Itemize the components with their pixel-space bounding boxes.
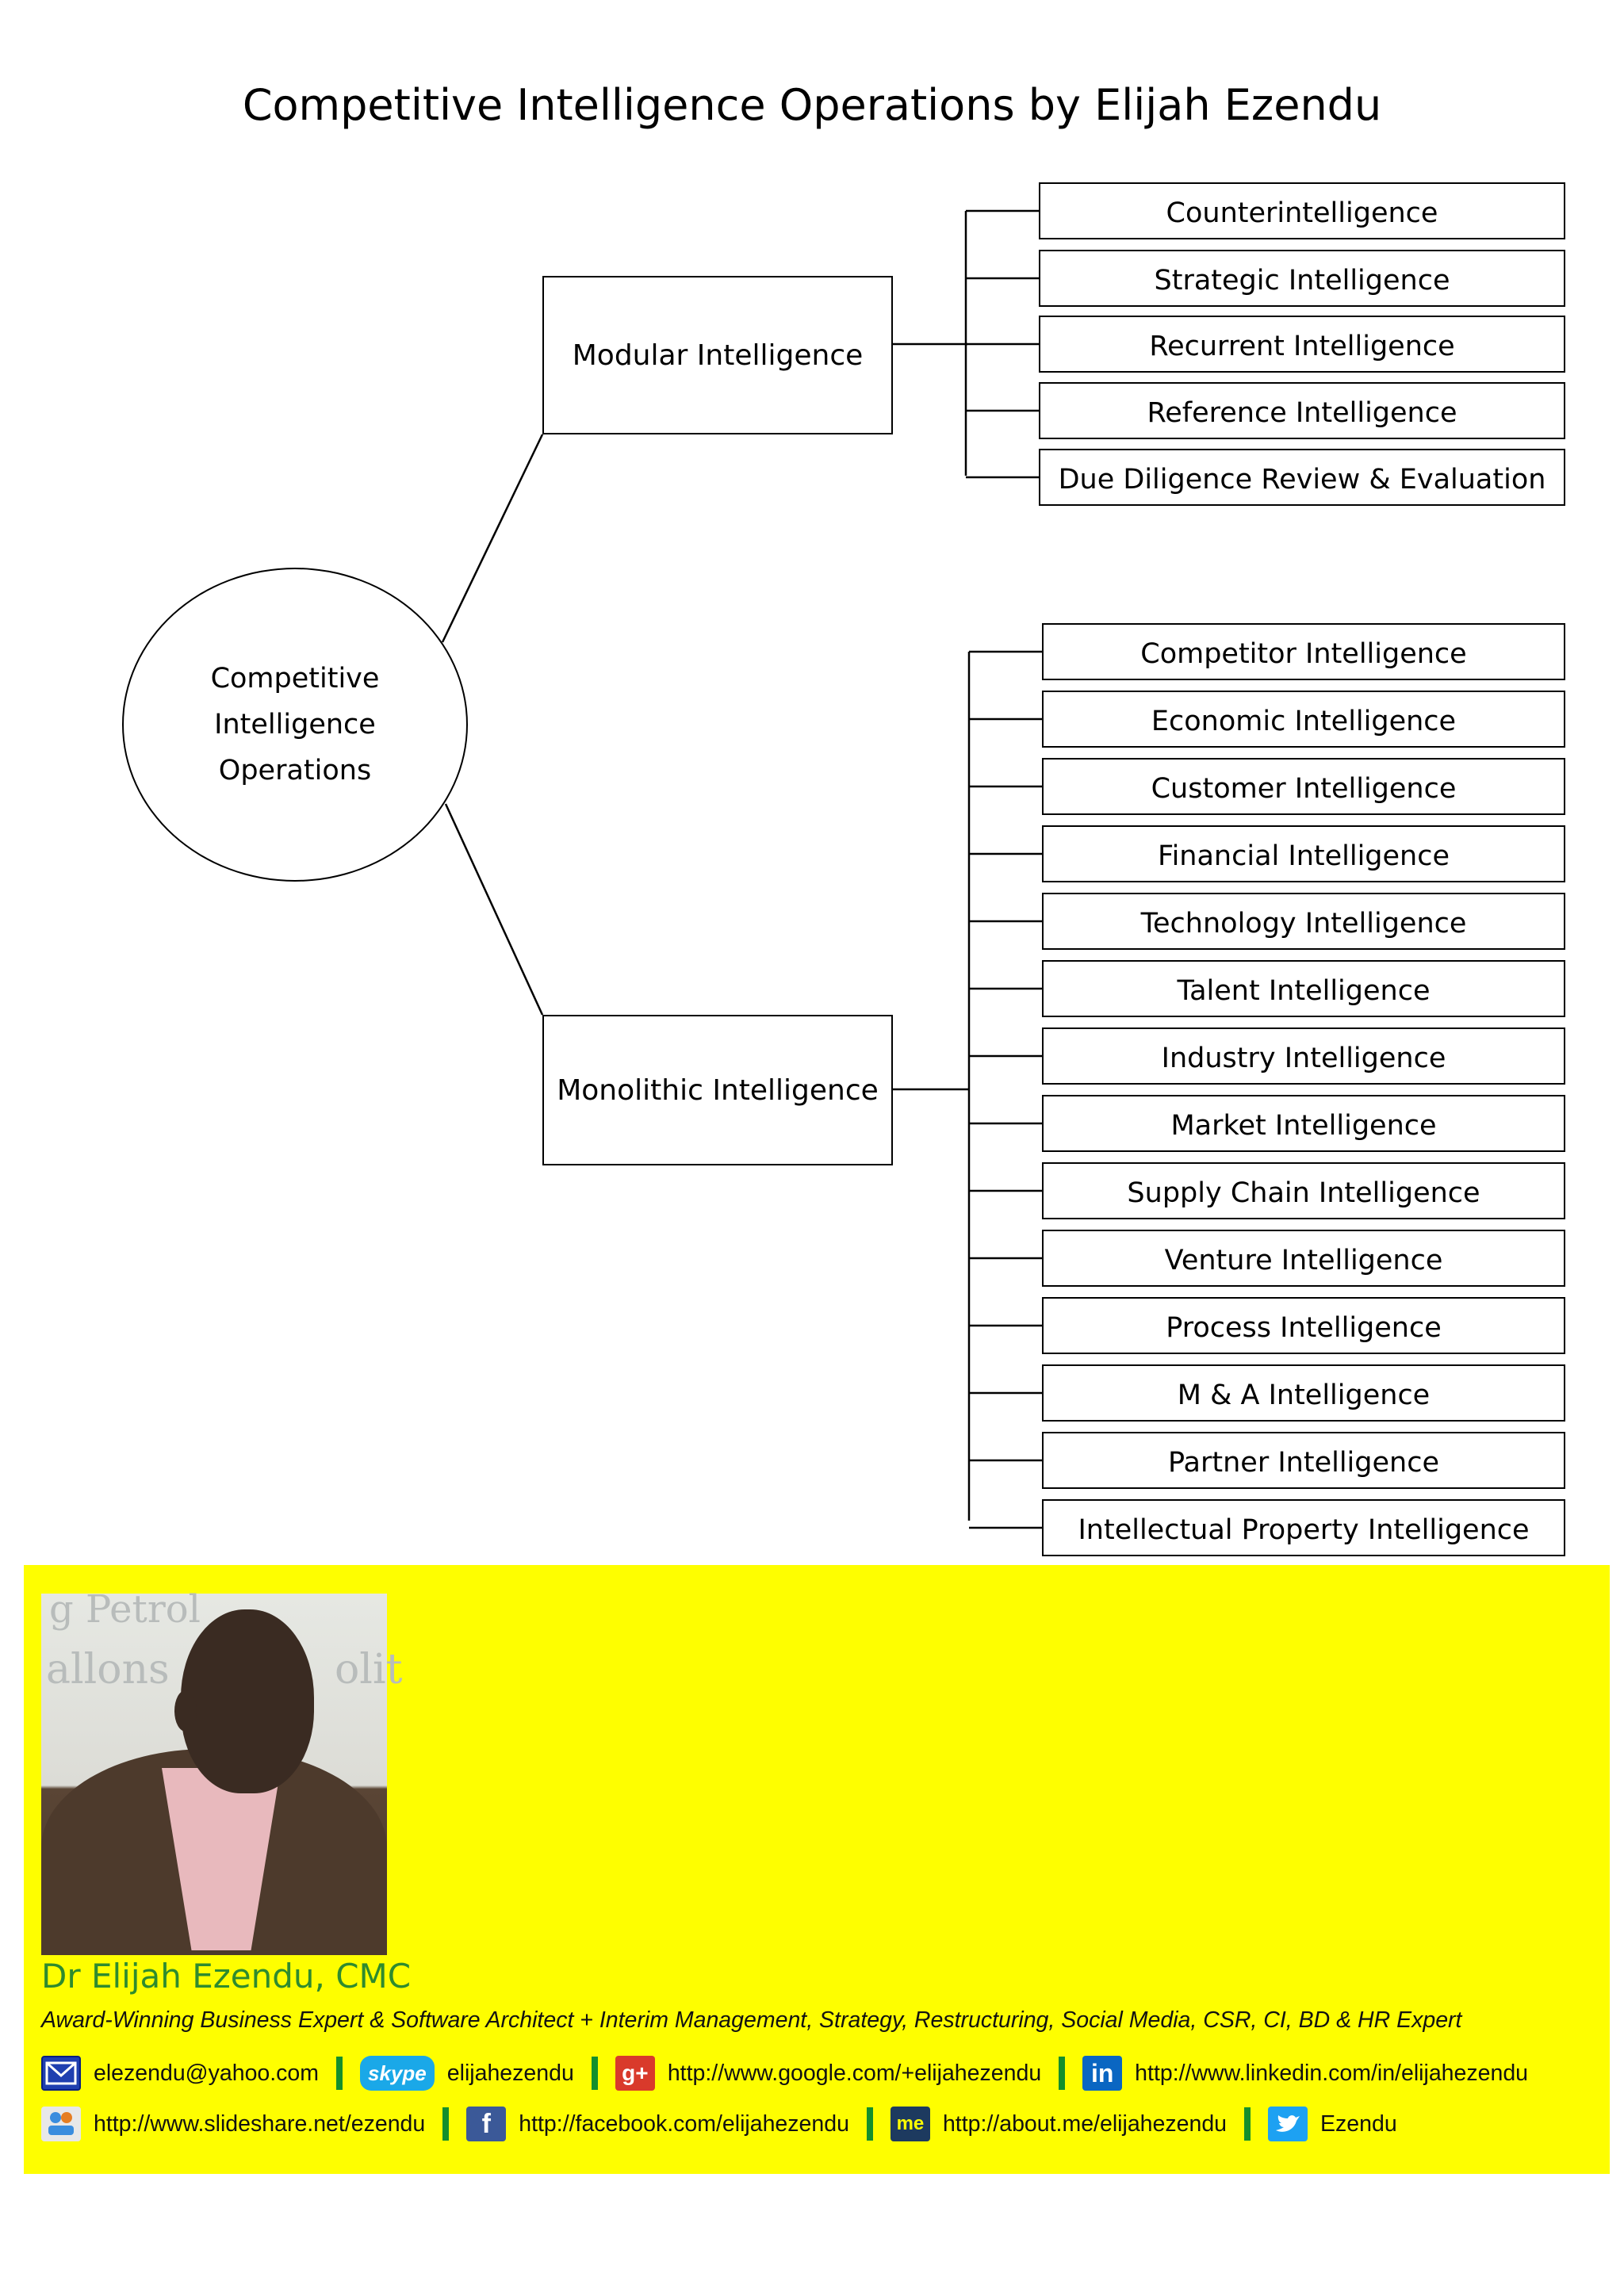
photo-bg-text-1: g Petrol bbox=[49, 1587, 201, 1632]
connector-root-monolithic bbox=[446, 804, 542, 1015]
photo-head bbox=[181, 1609, 314, 1793]
google-plus-icon: g+ bbox=[615, 2056, 655, 2091]
photo-ear bbox=[174, 1690, 197, 1732]
facebook-icon: f bbox=[466, 2107, 506, 2141]
separator bbox=[592, 2057, 598, 2090]
modular-leaf-due-diligence: Due Diligence Review & Evaluation bbox=[1039, 449, 1565, 506]
monolithic-leaf-venture: Venture Intelligence bbox=[1042, 1230, 1565, 1287]
slideshare-link[interactable]: http://www.slideshare.net/ezendu bbox=[94, 2110, 426, 2137]
email-icon bbox=[41, 2056, 81, 2091]
monolithic-node: Monolithic Intelligence bbox=[542, 1015, 893, 1165]
root-line-3: Operations bbox=[218, 755, 372, 786]
monolithic-leaf-customer: Customer Intelligence bbox=[1042, 758, 1565, 815]
separator bbox=[1244, 2107, 1251, 2141]
separator bbox=[1059, 2057, 1065, 2090]
aboutme-icon: me bbox=[891, 2107, 930, 2141]
modular-leaf-strategic: Strategic Intelligence bbox=[1039, 250, 1565, 307]
contact-row-1 bbox=[41, 2053, 1528, 2093]
root-node bbox=[122, 568, 468, 882]
monolithic-leaf-process: Process Intelligence bbox=[1042, 1297, 1565, 1354]
monolithic-leaf-partner: Partner Intelligence bbox=[1042, 1432, 1565, 1489]
skype-link[interactable]: elijahezendu bbox=[446, 2060, 574, 2086]
twitter-link[interactable]: Ezendu bbox=[1320, 2110, 1397, 2137]
modular-leaf-counterintelligence: Counterintelligence bbox=[1039, 182, 1565, 239]
separator bbox=[442, 2107, 449, 2141]
photo-bg-text-2: allons bbox=[46, 1646, 170, 1693]
linkedin-icon: in bbox=[1082, 2056, 1122, 2091]
facebook-link[interactable]: http://facebook.com/elijahezendu bbox=[519, 2110, 849, 2137]
monolithic-leaf-talent: Talent Intelligence bbox=[1042, 960, 1565, 1017]
monolithic-leaf-technology: Technology Intelligence bbox=[1042, 893, 1565, 950]
monolithic-leaf-market: Market Intelligence bbox=[1042, 1095, 1565, 1152]
skype-icon: skype bbox=[360, 2056, 435, 2091]
modular-leaf-recurrent: Recurrent Intelligence bbox=[1039, 316, 1565, 373]
modular-leaf-reference: Reference Intelligence bbox=[1039, 382, 1565, 439]
author-tagline: Award-Winning Business Expert & Software Architect + Interim Management, Strategy, Restructuring, Social Media, CSR, CI, BD & HR Expert bbox=[41, 2007, 1462, 2033]
monolithic-leaf-financial: Financial Intelligence bbox=[1042, 825, 1565, 882]
linkedin-link[interactable]: http://www.linkedin.com/in/elijahezendu bbox=[1135, 2060, 1529, 2086]
monolithic-leaf-intellectual-property: Intellectual Property Intelligence bbox=[1042, 1499, 1565, 1556]
root-line-1: Competitive bbox=[210, 663, 380, 695]
author-footer bbox=[24, 1565, 1610, 2174]
google-link[interactable]: http://www.google.com/+elijahezendu bbox=[667, 2060, 1042, 2086]
root-line-2: Intelligence bbox=[214, 709, 376, 740]
separator bbox=[336, 2057, 343, 2090]
contact-row-2 bbox=[41, 2104, 1397, 2144]
page-title: Competitive Intelligence Operations by Elijah Ezendu bbox=[242, 80, 1382, 130]
modular-node: Modular Intelligence bbox=[542, 276, 893, 434]
monolithic-leaf-economic: Economic Intelligence bbox=[1042, 691, 1565, 748]
twitter-icon bbox=[1268, 2107, 1308, 2141]
separator bbox=[867, 2107, 873, 2141]
monolithic-leaf-industry: Industry Intelligence bbox=[1042, 1027, 1565, 1085]
email-link[interactable]: elezendu@yahoo.com bbox=[94, 2060, 320, 2086]
monolithic-leaf-competitor: Competitor Intelligence bbox=[1042, 623, 1565, 680]
aboutme-link[interactable]: http://about.me/elijahezendu bbox=[942, 2110, 1228, 2137]
author-name: Dr Elijah Ezendu, CMC bbox=[41, 1957, 412, 1996]
connector-root-modular bbox=[442, 434, 542, 642]
author-photo bbox=[41, 1587, 403, 1942]
photo-bg-text-3: olit bbox=[335, 1646, 403, 1693]
monolithic-leaf-m-and-a: M & A Intelligence bbox=[1042, 1364, 1565, 1422]
slideshare-icon bbox=[41, 2107, 81, 2141]
monolithic-leaf-supply-chain: Supply Chain Intelligence bbox=[1042, 1162, 1565, 1219]
